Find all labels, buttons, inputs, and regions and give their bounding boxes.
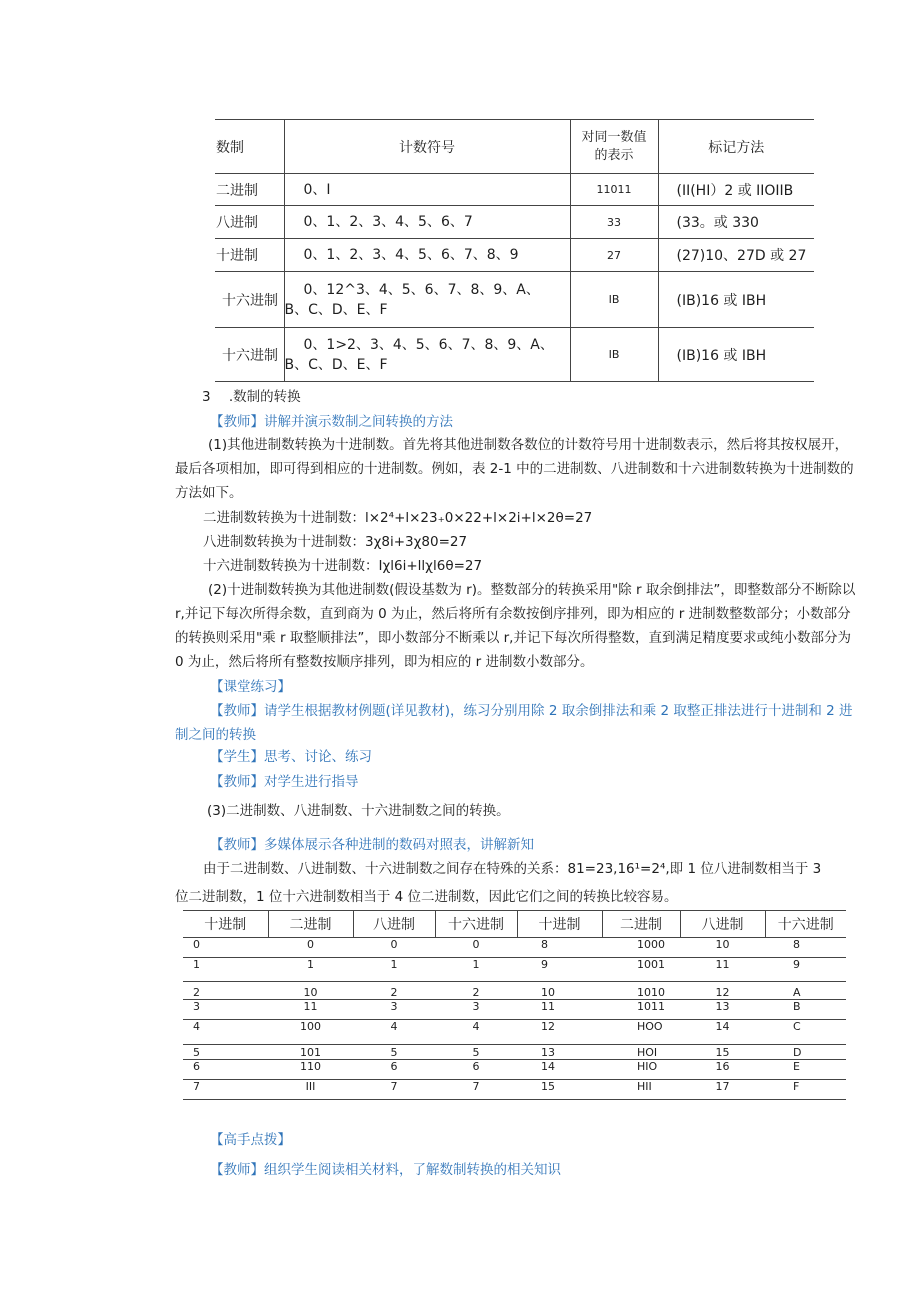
formula-octal: 八进制数转换为十进制数：3χ8i+3χ80=27	[203, 534, 468, 550]
table-row	[215, 272, 814, 328]
header-cell: 八进制	[353, 911, 435, 938]
table-cell: 5	[353, 1045, 435, 1060]
table-cell: 16	[680, 1060, 765, 1080]
student-note: 【学生】思考、讨论、练习	[210, 749, 372, 765]
paragraph-2: (2)十进制数转换为其他进制数(假设基数为 r)。整数部分的转换采用"除 r 取余倒排法”，即整数部分不断除以 r,并记下每次所得余数，直到商为 0 为止，然后将所有余数按倒序排列，即为相应的 r 进制数整数部分；小数部分的转换则采用"乘 r 取整顺排法”，即小数部分不断乘以 r,并记下每次所得整数，直到满足精度要求或纯小数部分为 0 为止，然后将所有整数按顺序排列，即为相应的 r 进制数小数部分。	[175, 582, 856, 670]
header-cell: 标记方法	[658, 120, 814, 174]
header-cell: 计数符号	[284, 120, 570, 174]
mark: (IB)16 或 IBH	[658, 328, 814, 382]
table-cell: III	[268, 1080, 353, 1100]
table-row	[183, 938, 846, 958]
number-system-table	[215, 119, 814, 382]
table-cell: 0	[183, 938, 268, 958]
table-cell: HIO	[602, 1060, 680, 1080]
number-code-table	[183, 910, 846, 1100]
section-heading	[202, 387, 301, 407]
table-row	[183, 1020, 846, 1045]
table-cell: 2	[435, 982, 517, 1000]
header-value-line1: 对同一数值	[581, 129, 647, 145]
teacher-note-3: 【教师】对学生进行指导	[210, 774, 359, 790]
table-cell: 9	[765, 958, 846, 982]
section-number: 3	[202, 389, 211, 405]
table-cell: 110	[268, 1060, 353, 1080]
table-cell: 17	[680, 1080, 765, 1100]
table-cell: A	[765, 982, 846, 1000]
table-row	[183, 958, 846, 982]
table-cell: HII	[602, 1080, 680, 1100]
table-cell: 10	[268, 982, 353, 1000]
table-cell: 7	[183, 1080, 268, 1100]
paragraph-3: (3)二进制数、八进制数、十六进制数之间的转换。	[207, 803, 510, 819]
table-cell: 3	[353, 1000, 435, 1020]
table-cell: 5	[435, 1045, 517, 1060]
table-cell: 7	[435, 1080, 517, 1100]
symbols: 0、1、2、3、4、5、6、7	[284, 206, 570, 239]
table-cell: HOI	[602, 1045, 680, 1060]
teacher-note-2: 【教师】请学生根据教材例题(详见教材)，练习分别用除 2 取余倒排法和乘 2 取整正排法进行十进制和 2 进制之间的转换	[175, 703, 853, 743]
table-cell: 11	[517, 1000, 602, 1020]
table-cell: E	[765, 1060, 846, 1080]
table-cell: F	[765, 1080, 846, 1100]
table-header-row	[215, 120, 814, 174]
table-cell: B	[765, 1000, 846, 1020]
table-cell: 1	[435, 958, 517, 982]
symbols-line2: B、C、D、E、F	[284, 301, 388, 318]
symbols-line2: B、C、D、E、F	[284, 356, 388, 373]
section-title: .数制的转换	[228, 389, 301, 405]
table-cell: 1010	[602, 982, 680, 1000]
teacher-note-4: 【教师】多媒体展示各种进制的数码对照表，讲解新知	[210, 837, 534, 853]
system-name: 十六进制	[215, 272, 284, 328]
system-name: 八进制	[215, 206, 284, 239]
symbols: 0、1、2、3、4、5、6、7、8、9	[284, 239, 570, 272]
table-cell: 1	[353, 958, 435, 982]
table-row	[183, 1060, 846, 1080]
paragraph-4-line1: 由于二进制数、八进制数、十六进制数之间存在特殊的关系：81=23,16¹=2⁴,即 1 位八进制数相当于 3	[203, 861, 822, 877]
table-cell: C	[765, 1020, 846, 1045]
table-header-row	[183, 911, 846, 938]
teacher-note-1: 【教师】讲解并演示数制之间转换的方法	[210, 414, 453, 430]
header-cell: 十进制	[517, 911, 602, 938]
table-cell: 6	[435, 1060, 517, 1080]
table-cell: 12	[680, 982, 765, 1000]
table-cell: 6	[183, 1060, 268, 1080]
value: 11011	[570, 174, 658, 206]
symbols-line1: 0、12^3、4、5、6、7、8、9、A、	[303, 281, 540, 298]
table-cell: 10	[680, 938, 765, 958]
table-cell: 3	[183, 1000, 268, 1020]
table-row	[215, 206, 814, 239]
header-cell: 十六进制	[435, 911, 517, 938]
value: IB	[570, 328, 658, 382]
table-row	[183, 982, 846, 1000]
header-cell: 十六进制	[765, 911, 846, 938]
practice-heading: 【课堂练习】	[210, 679, 291, 695]
paragraph-4-line2: 位二进制数，1 位十六进制数相当于 4 位二进制数，因此它们之间的转换比较容易。	[175, 889, 678, 905]
table-cell: 13	[680, 1000, 765, 1020]
table-cell: 1001	[602, 958, 680, 982]
teacher-note-5: 【教师】组织学生阅读相关材料，了解数制转换的相关知识	[210, 1162, 561, 1178]
expert-heading: 【高手点拨】	[210, 1132, 291, 1148]
table-cell: 12	[517, 1020, 602, 1045]
symbols: 0、I	[284, 174, 570, 206]
table-cell: 1	[268, 958, 353, 982]
table-cell: 8	[765, 938, 846, 958]
table-cell: 8	[517, 938, 602, 958]
header-cell: 十进制	[183, 911, 268, 938]
table-cell: 7	[353, 1080, 435, 1100]
table-cell: 5	[183, 1045, 268, 1060]
table-cell: 1	[183, 958, 268, 982]
header-cell: 二进制	[602, 911, 680, 938]
paragraph-1: (1)其他进制数转换为十进制数。首先将其他进制数各数位的计数符号用十进制数表示，然后将其按权展开，最后各项相加，即可得到相应的十进制数。例如，表 2-1 中的二进制数、八进制数和十六进制数转换为十进制数的方法如下。	[175, 437, 854, 501]
table-row	[215, 239, 814, 272]
table-row	[215, 328, 814, 382]
table-cell: 2	[183, 982, 268, 1000]
table-cell: 14	[517, 1060, 602, 1080]
table-cell: 101	[268, 1045, 353, 1060]
table-cell: 15	[680, 1045, 765, 1060]
table-cell: 4	[183, 1020, 268, 1045]
header-cell: 数制	[215, 120, 284, 174]
mark: (II(HI）2 或 IIOIIB	[658, 174, 814, 206]
table-cell: 0	[353, 938, 435, 958]
table-cell: 11	[268, 1000, 353, 1020]
table-cell: D	[765, 1045, 846, 1060]
table-cell: 11	[680, 958, 765, 982]
table-row	[183, 1000, 846, 1020]
header-cell	[570, 120, 658, 174]
table-cell: HOO	[602, 1020, 680, 1045]
table-cell: 2	[353, 982, 435, 1000]
table-cell: 1011	[602, 1000, 680, 1020]
table-cell: 4	[435, 1020, 517, 1045]
mark: (27)10、27D 或 27	[658, 239, 814, 272]
header-cell: 八进制	[680, 911, 765, 938]
table-cell: 0	[268, 938, 353, 958]
mark: (33。或 330	[658, 206, 814, 239]
table-row	[183, 1045, 846, 1060]
table-cell: 100	[268, 1020, 353, 1045]
table-cell: 0	[435, 938, 517, 958]
system-name: 二进制	[215, 174, 284, 206]
formula-binary: 二进制数转换为十进制数：l×2⁴+l×23₊0×22+l×2i+l×2θ=27	[203, 510, 593, 526]
system-name: 十进制	[215, 239, 284, 272]
table-cell: 13	[517, 1045, 602, 1060]
table-cell: 9	[517, 958, 602, 982]
table-row	[183, 1080, 846, 1100]
system-name: 十六进制	[215, 328, 284, 382]
formula-hex: 十六进制数转换为十进制数：Iχl6i+llχl6θ=27	[203, 558, 483, 574]
table-cell: 4	[353, 1020, 435, 1045]
table-cell: 1000	[602, 938, 680, 958]
value: IB	[570, 272, 658, 328]
symbols	[284, 272, 570, 328]
mark: (IB)16 或 IBH	[658, 272, 814, 328]
value: 27	[570, 239, 658, 272]
table-cell: 6	[353, 1060, 435, 1080]
table-cell: 3	[435, 1000, 517, 1020]
value: 33	[570, 206, 658, 239]
header-cell: 二进制	[268, 911, 353, 938]
table-cell: 15	[517, 1080, 602, 1100]
table-cell: 10	[517, 982, 602, 1000]
table-cell: 14	[680, 1020, 765, 1045]
symbols	[284, 328, 570, 382]
header-value-line2: 的表示	[594, 147, 634, 163]
table-row	[215, 174, 814, 206]
symbols-line1: 0、1>2、3、4、5、6、7、8、9、A、	[303, 336, 554, 353]
